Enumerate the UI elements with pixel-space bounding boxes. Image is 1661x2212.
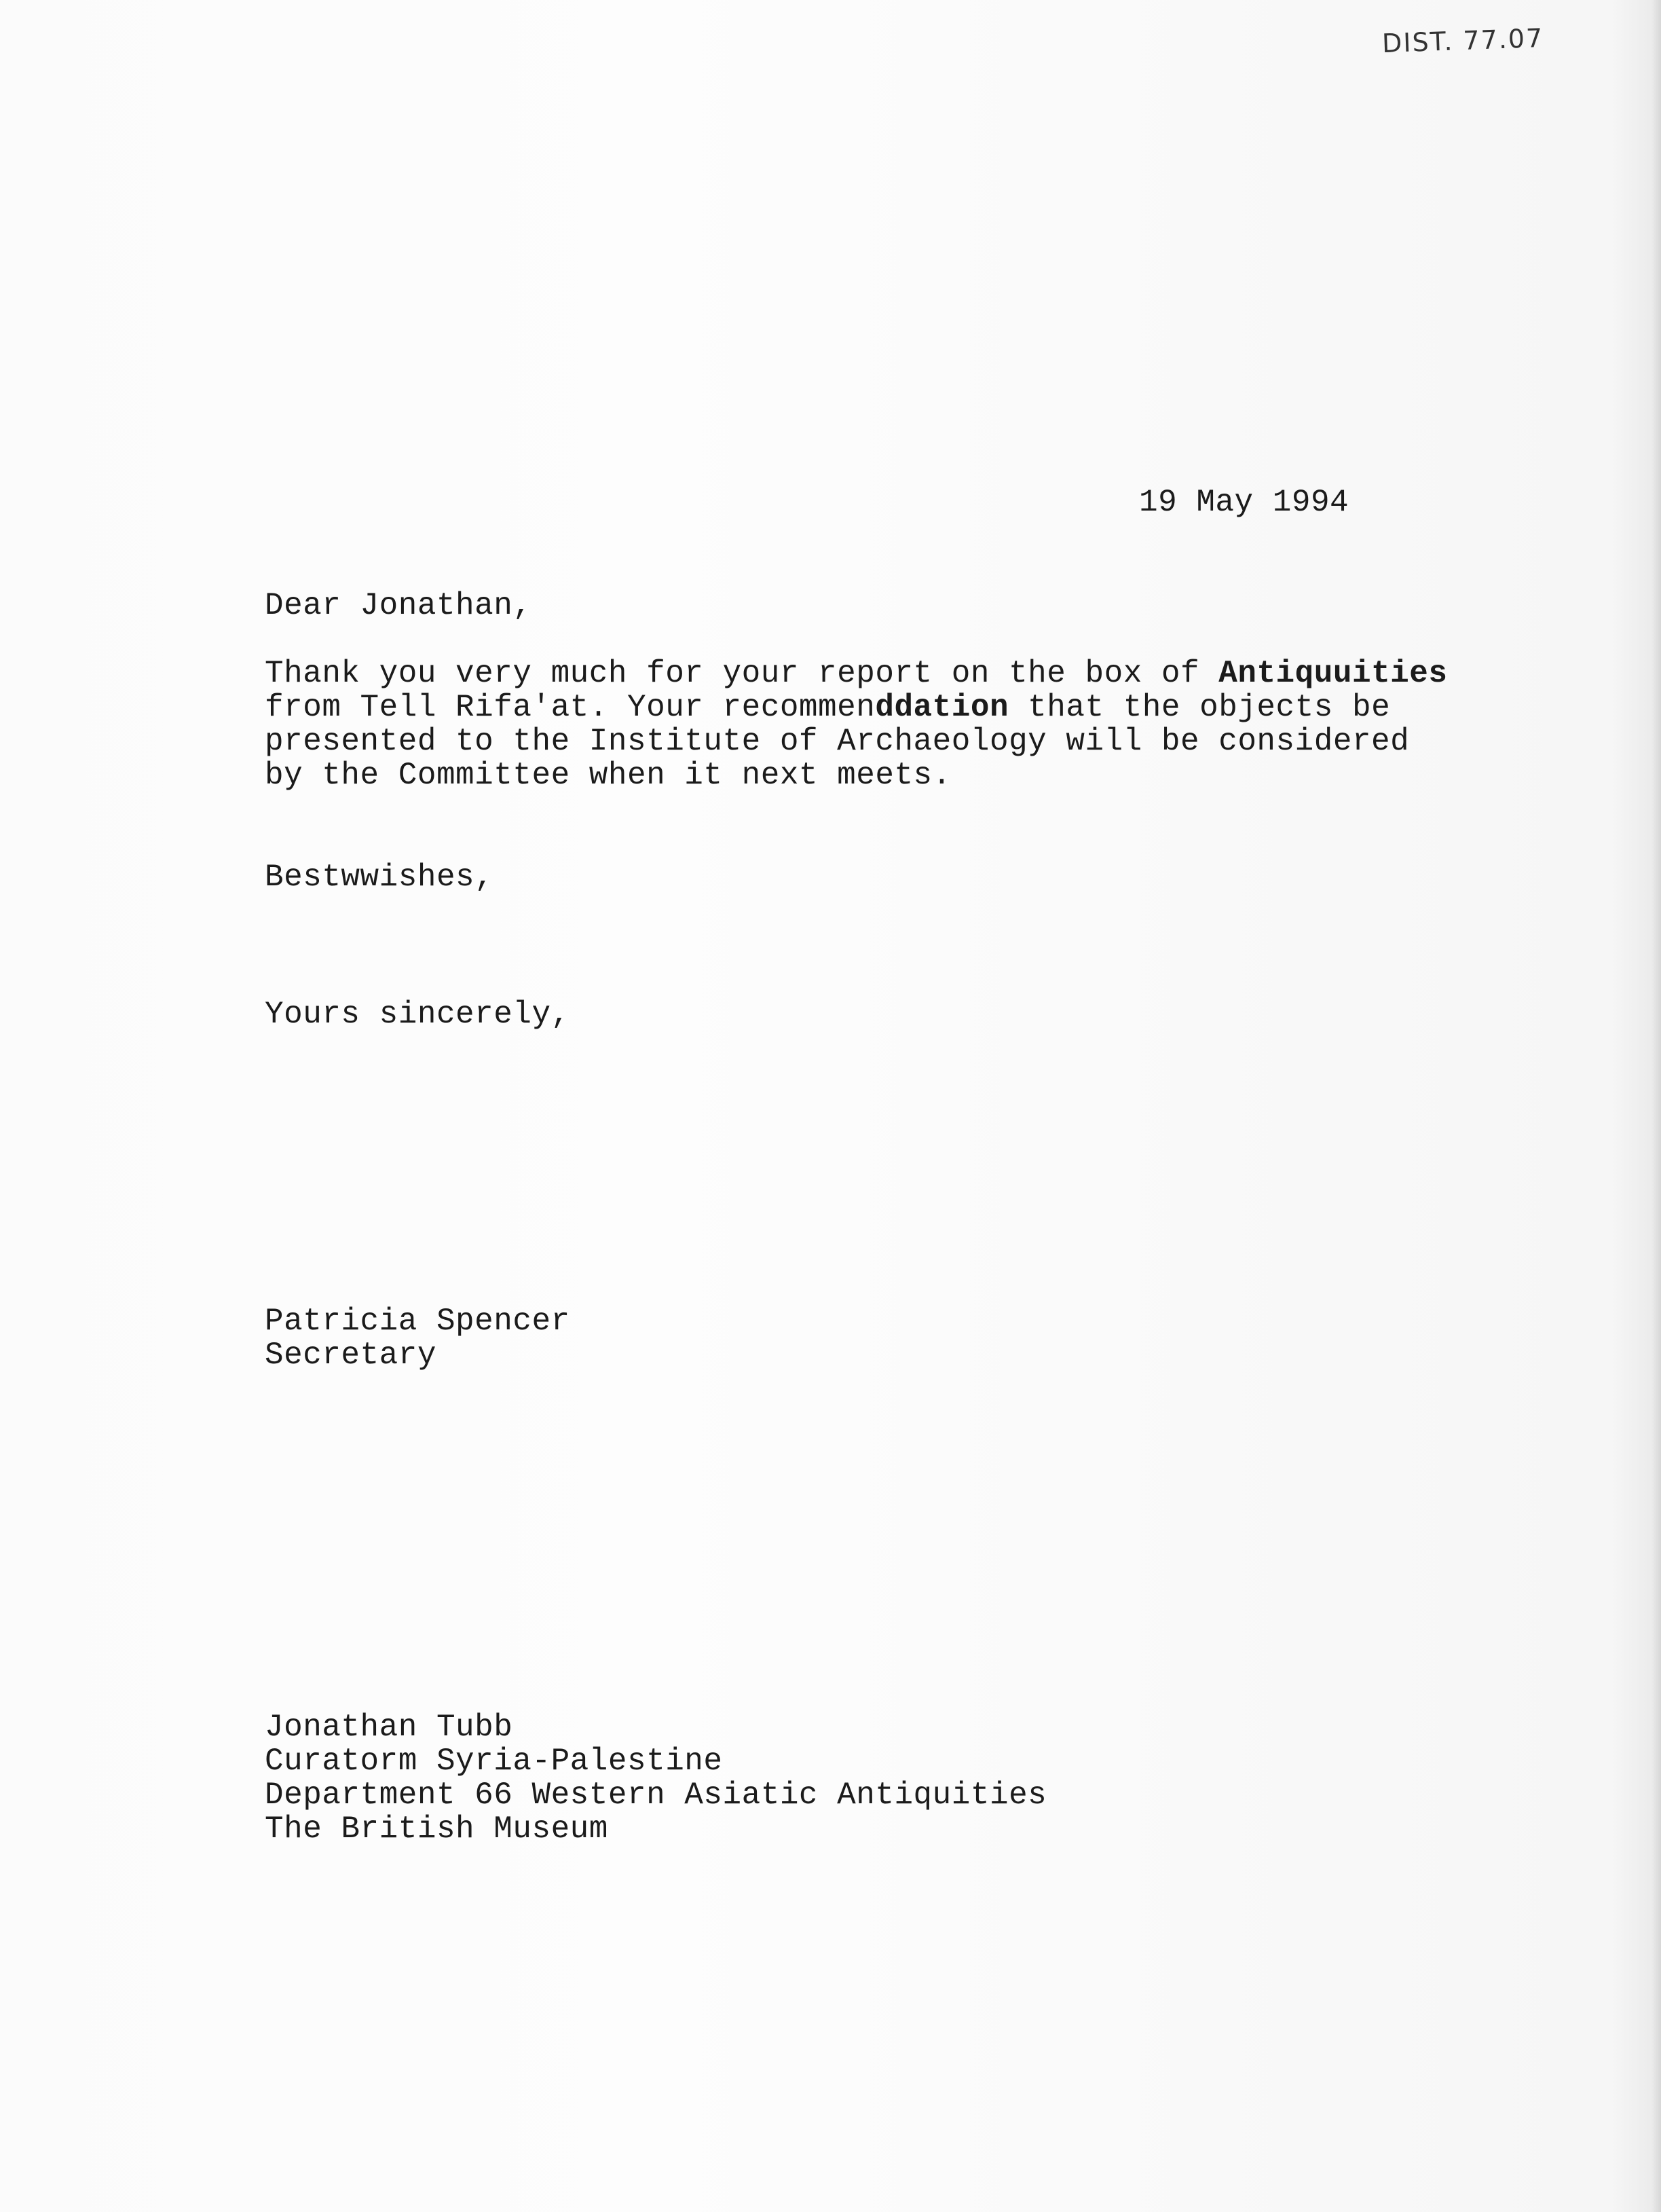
body-line-2-text-a: from Tell Rifa'at. Your recommen — [265, 690, 876, 725]
body-line-3: presented to the Institute of Archaeology will be considered — [265, 724, 1410, 759]
sender-name: Patricia Spencer — [265, 1304, 570, 1339]
page-edge-shadow — [1651, 0, 1661, 2212]
letter-date: 19 May 1994 — [1139, 485, 1349, 520]
sender-title: Secretary — [265, 1338, 436, 1373]
closing-wishes: Bestwwishes, — [265, 860, 494, 895]
body-line-2-overtyped: ddation — [875, 690, 1009, 725]
body-line-4: by the Committee when it next meets. — [265, 758, 952, 793]
recipient-institution: The British Museum — [265, 1811, 608, 1847]
body-line-1 — [265, 656, 1448, 691]
recipient-name: Jonathan Tubb — [265, 1710, 513, 1745]
recipient-position: Curatorm Syria-Palestine — [265, 1744, 723, 1779]
body-line-1-overtyped: Antiquuities — [1218, 656, 1448, 691]
body-line-1-text: Thank you very much for your report on the box of — [265, 656, 1219, 691]
recipient-department: Department 66 Western Asiatic Antiquities — [265, 1777, 1047, 1813]
handwritten-reference-note: DIST. 77.07 — [1381, 22, 1544, 59]
body-line-2 — [265, 690, 1390, 725]
body-line-2-text-c: that the objects be — [1009, 690, 1391, 725]
complimentary-close: Yours sincerely, — [265, 997, 570, 1032]
salutation: Dear Jonathan, — [265, 588, 532, 623]
